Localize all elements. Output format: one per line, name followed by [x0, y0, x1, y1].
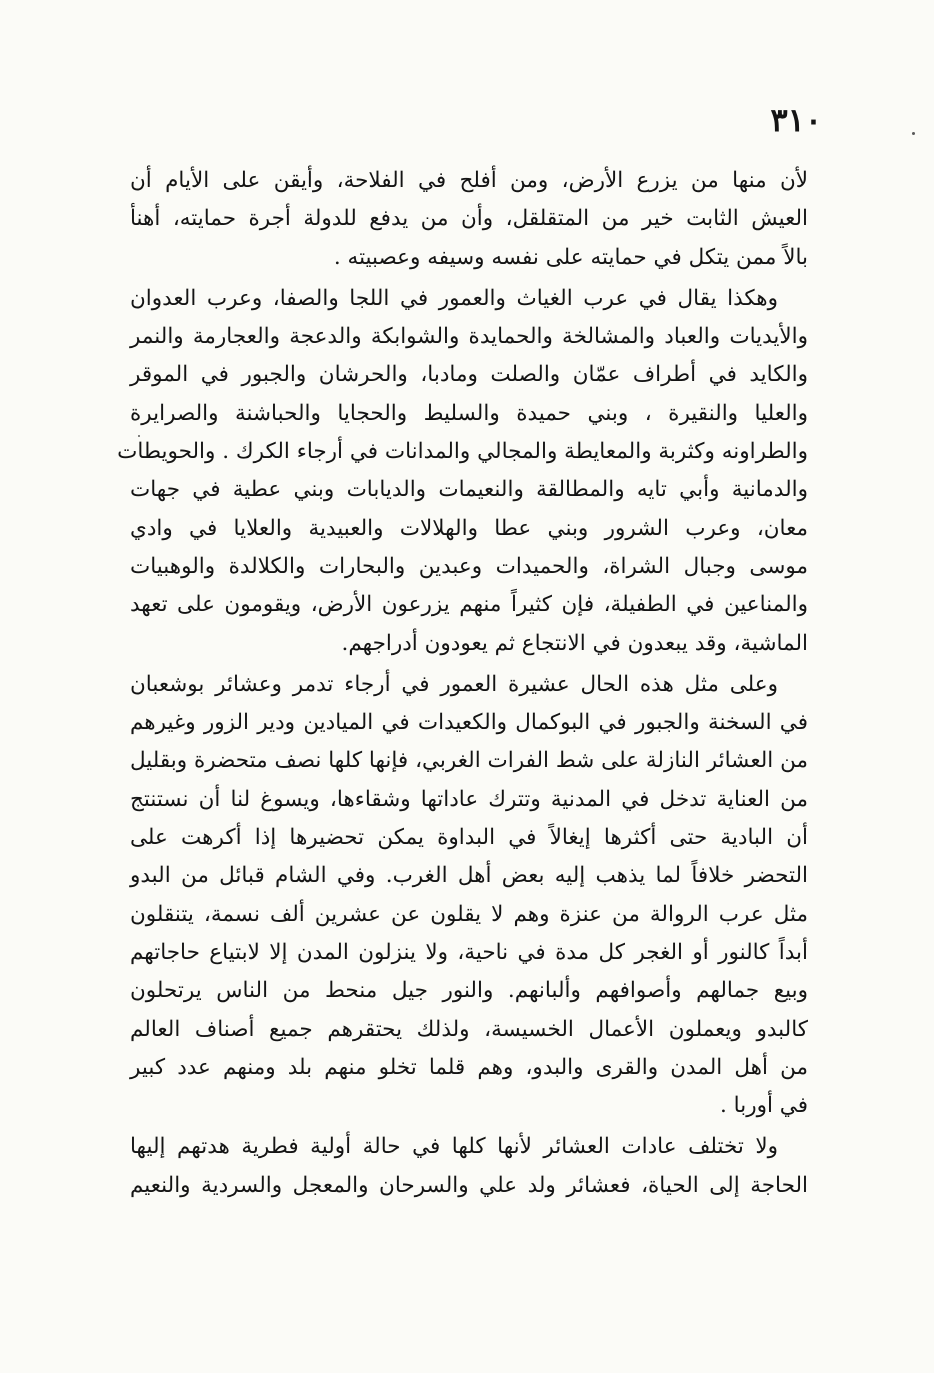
text-line: العيش الثابت خير من المتقلقل، وأن من يدفع للدولة أجرة حمايته، أهنأ: [130, 206, 808, 232]
text-line: وهكذا يقال في عرب الغياث والعمور في اللجا والصفا، وعرب العدوان: [130, 285, 778, 311]
body-text: [117, 162, 808, 1208]
text-line: أبداً كالنور أو الغجر كل مدة في ناحية، ولا ينزلون المدن إلا لابتياع حاجاتهم: [130, 939, 808, 965]
paragraph-3: [130, 666, 808, 1126]
text-line: والمناعين في الطفيلة، فإن كثيراً منهم يزرعون الأرض، ويقومون على تعهد: [130, 592, 808, 618]
text-line: والعليا والنقيرة ، وبني حميدة والسليط والحجايا والحباشنة والصرايرة: [130, 400, 808, 426]
text-line: الحاجة إلى الحياة، فعشائر ولد علي والسرحان والمعجل والسردية والنعيم: [130, 1172, 808, 1198]
text-line: كالبدو ويعملون الأعمال الخسيسة، ولذلك يحتقرهم جميع أصناف العالم: [130, 1016, 808, 1042]
text-line: بالاً ممن يتكل في حمايته على نفسه وسيفه وعصبيته .: [333, 244, 808, 270]
paragraph-4: [130, 1128, 808, 1205]
text-line: والطراونه وكثربة والمعايطة والمجالي والمدانات في أرجاء الكرك . والحويطات: [117, 439, 808, 465]
text-line: والأيديات والعباد والمشالخة والحمايدة والشوابكة والدعجة والعجارمة والنمر: [130, 324, 808, 350]
text-line: مثل عرب الروالة من عنزة وهم لا يقلون عن عشرين ألف نسمة، يتنقلون: [130, 901, 808, 927]
text-line: في السخنة والجبور في البوكمال والكعيدات في الميادين ودير الزور وغيرهم: [130, 710, 808, 736]
paragraph-2: [117, 280, 808, 663]
text-line: من العناية تدخل في المدنية وتترك عاداتها وشقاءها، ويسوغ لنا أن نستنتج: [130, 786, 808, 812]
text-line: في أوربا .: [720, 1093, 808, 1119]
text-line: لأن منها من يزرع الأرض، ومن أفلح في الفلاحة، وأيقن على الأيام أن: [130, 168, 808, 193]
text-line: موسى وجبال الشراة، والحميدات وعبدين والبحارات والكلالدة والوهبيات: [130, 553, 808, 579]
text-line: من أهل المدن والقرى والبدو، وهم قلما تخلو منهم بلد ومنهم عدد كبير: [130, 1054, 808, 1080]
text-line: وبيع جمالهم وأصوافهم وألبانهم. والنور جيل منحط من الناس يرتحلون: [130, 978, 808, 1004]
text-line: ولا تختلف عادات العشائر لأنها كلها في حالة أولية فطرية هدتهم إليها: [130, 1134, 778, 1160]
text-line: وعلى مثل هذه الحال عشيرة العمور في أرجاء تدمر وعشائر بوشعبان: [130, 671, 778, 697]
page-number: ٣١٠: [770, 101, 822, 139]
paragraph-1: [130, 162, 808, 277]
text-line: والكايد في أطراف عمّان والصلت ومادبا، والحرشان والجبور في الموقر: [130, 362, 808, 388]
text-line: الماشية، وقد يبعدون في الانتجاع ثم يعودون أدراجهم.: [341, 630, 808, 656]
text-line: معان، وعرب الشرور وبني عطا والهلالات والعبيدية والعلايا في وادي: [130, 515, 808, 541]
scan-speck: [912, 132, 915, 135]
scan-speck: [138, 435, 140, 437]
text-line: أن البادية حتى أكثرها إيغالاً في البداوة يمكن تحضيرها إذا أكرهت على: [130, 825, 808, 851]
text-line: والدمانية وأبي تايه والمطالقة والنعيمات والديابات وبني عطية في جهات: [130, 477, 808, 503]
text-line: من العشائر النازلة على شط الفرات الغربي، فإنها كلها نصف متحضرة وبقليل: [130, 748, 808, 774]
text-line: التحضر خلافاً لما يذهب إليه بعض أهل الغرب. وفي الشام قبائل من البدو: [130, 863, 808, 889]
